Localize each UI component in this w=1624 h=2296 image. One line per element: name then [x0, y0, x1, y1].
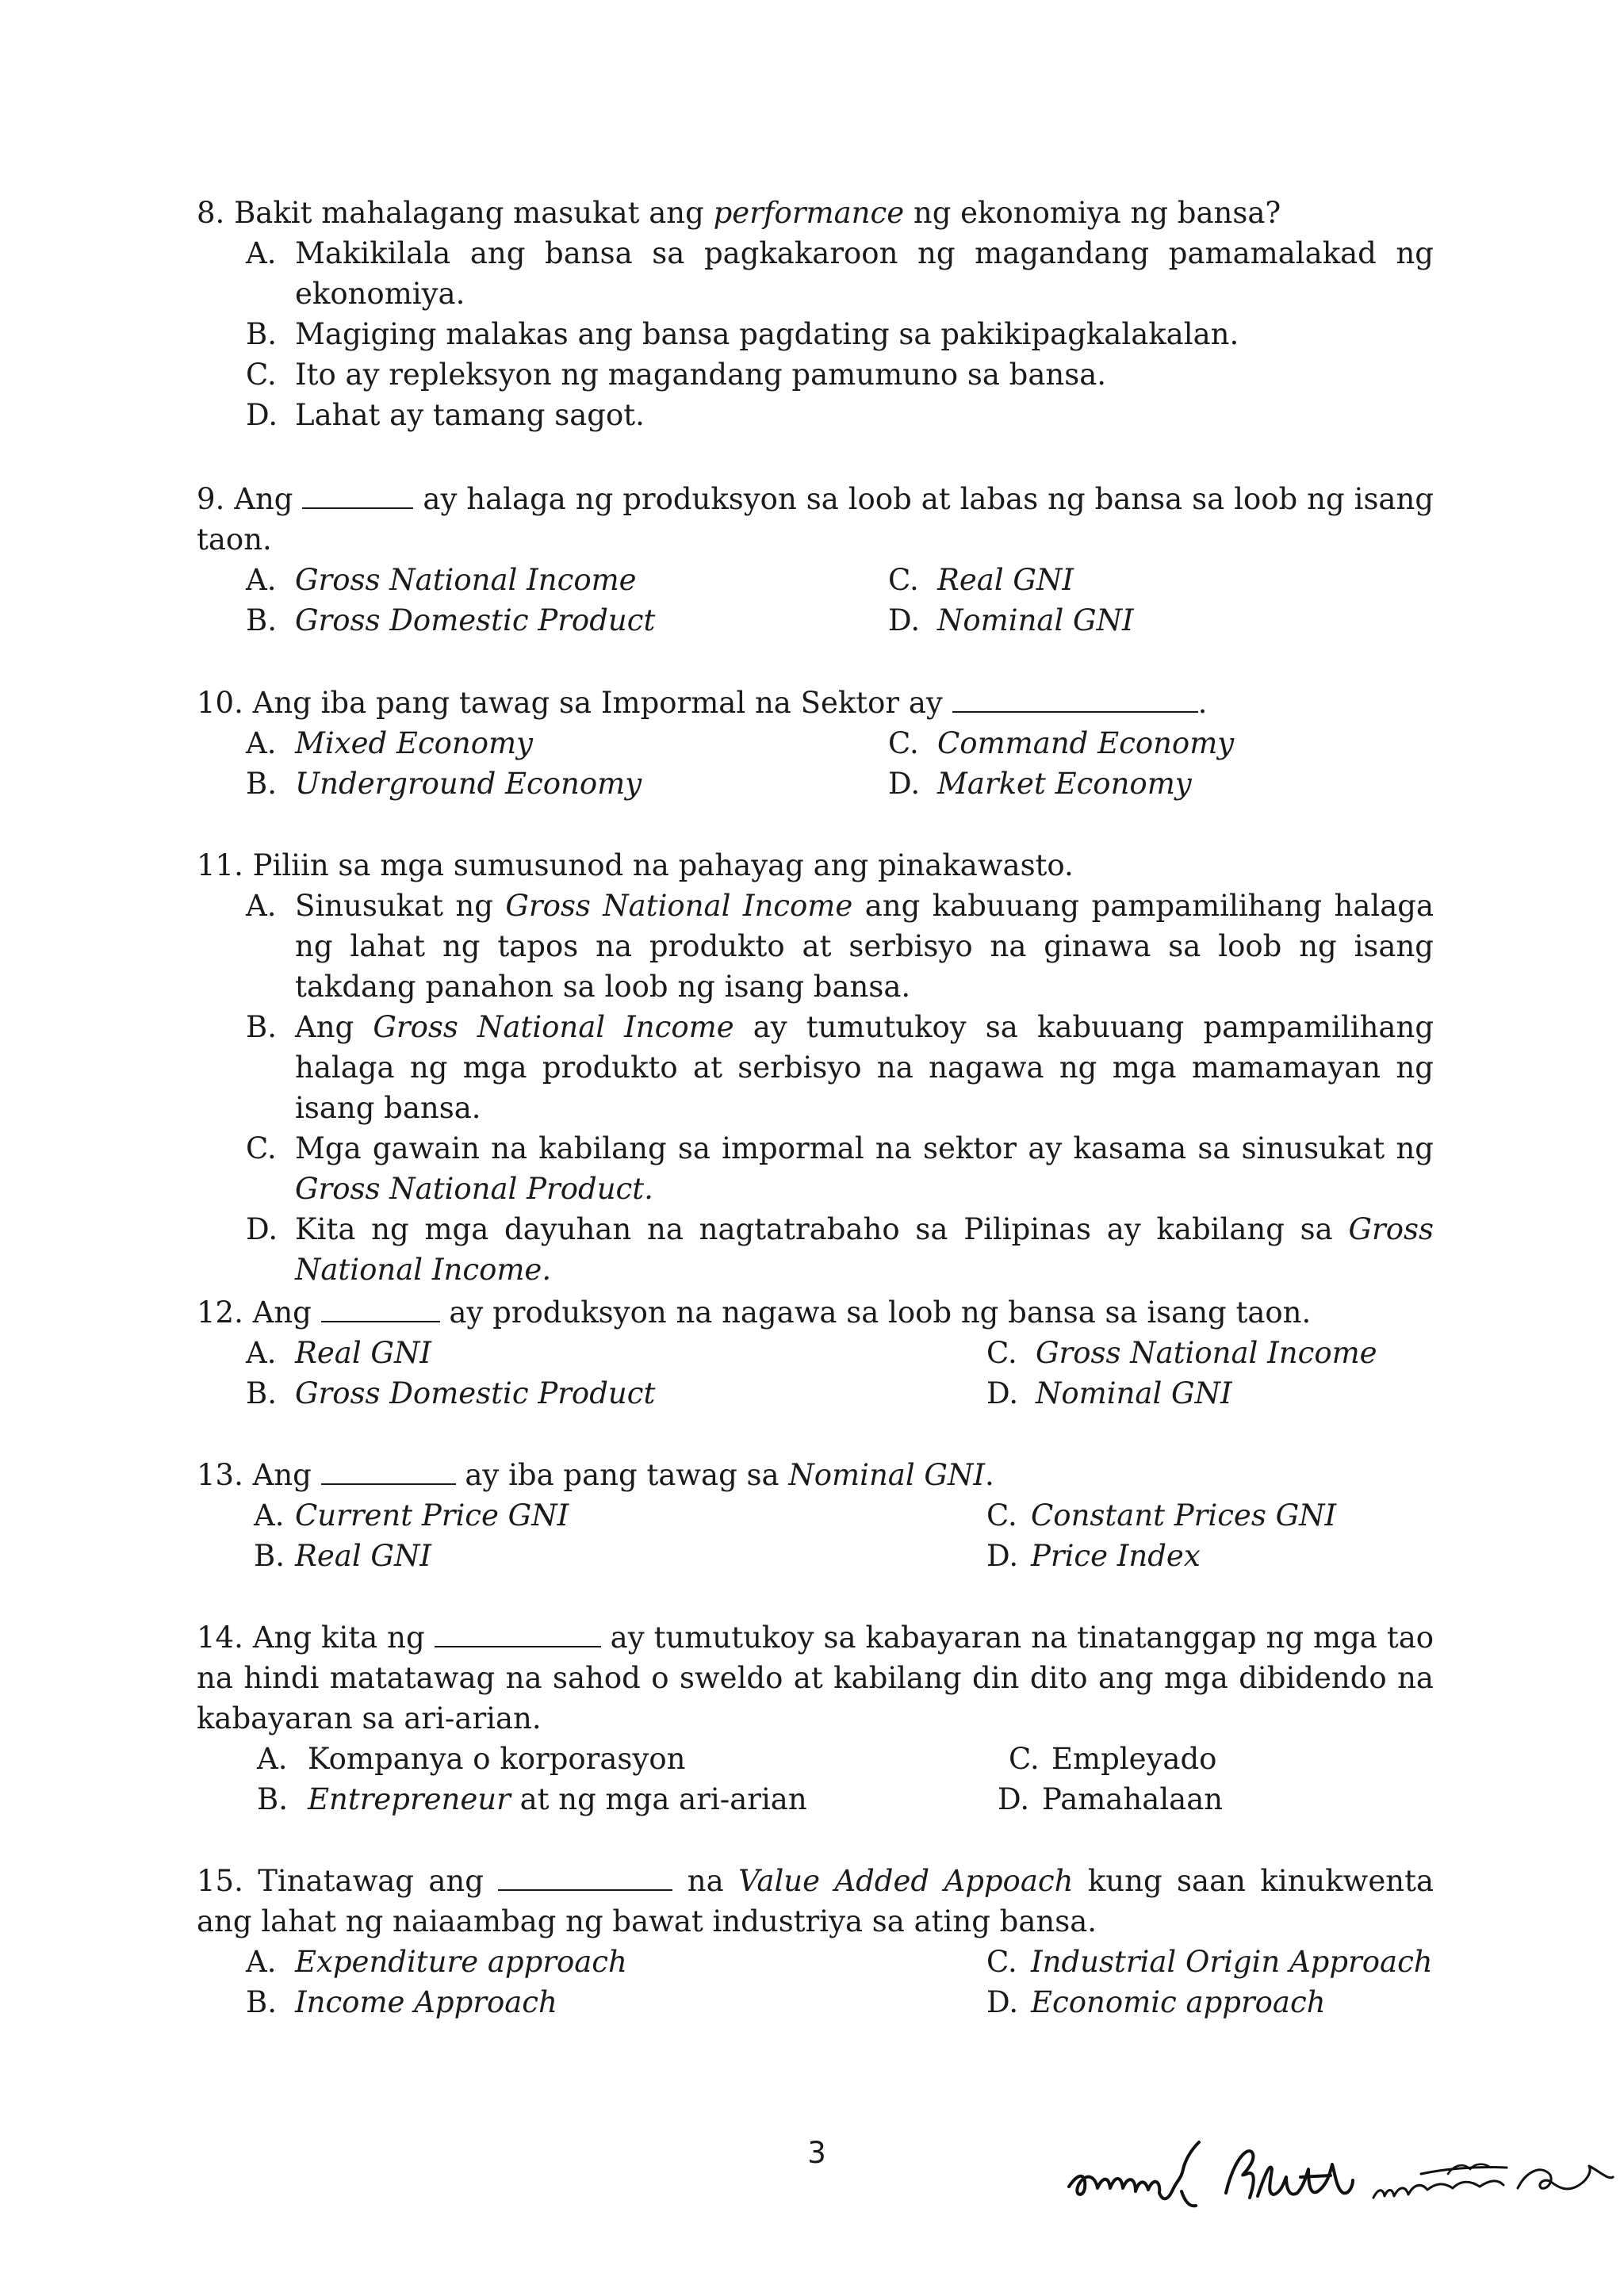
question-13-option-d: D. Price Index	[986, 1539, 1201, 1573]
question-14-option-a: A. Kompanya o korporasyon	[257, 1742, 686, 1776]
question-10-stem: 10. Ang iba pang tawag sa Impormal na Sektor ay .	[197, 683, 1434, 723]
question-14-option-d: D. Pamahalaan	[998, 1782, 1224, 1816]
question-11-option-d: D. Kita ng mga dayuhan na nagtatrabaho sa Pilipinas ay kabilang sa Gross National Income.	[246, 1212, 1434, 1287]
handwritten-signatures	[1063, 2125, 1618, 2220]
question-15	[197, 1861, 1434, 2022]
question-10-options-row-1	[197, 723, 1434, 763]
question-15-options-row-1	[197, 1942, 1434, 1982]
question-10-options-row-2	[197, 763, 1434, 804]
question-13-options-row-2	[197, 1536, 1434, 1576]
answer-blank	[321, 1292, 440, 1322]
question-11	[197, 845, 1434, 1290]
question-8-option-d: D. Lahat ay tamang sagot.	[246, 398, 645, 432]
question-13-option-a: A. Current Price GNI	[254, 1498, 569, 1533]
question-14-option-b: B. Entrepreneur at ng mga ari-arian	[257, 1782, 807, 1816]
answer-blank	[952, 683, 1198, 713]
question-13-stem: 13. Ang ay iba pang tawag sa Nominal GNI.	[197, 1455, 1434, 1495]
question-8-option-b: B. Magiging malakas ang bansa pagdating sa pakikipagkalakalan.	[246, 317, 1239, 351]
question-10-option-c: C. Command Economy	[888, 726, 1235, 760]
question-15-stem: 15. Tinatawag ang na Value Added Appoach kung saan kinukwenta ang lahat ng naiaambag ng bawat industriya sa ating bansa.	[197, 1861, 1434, 1942]
question-9	[197, 479, 1434, 641]
question-15-option-d: D. Economic approach	[986, 1985, 1326, 2019]
question-8	[197, 193, 1434, 435]
question-12-option-b: B. Gross Domestic Product	[246, 1376, 656, 1410]
answer-blank	[302, 479, 413, 509]
question-9-options-row-2	[197, 600, 1434, 641]
question-13-options-row-1	[197, 1495, 1434, 1536]
question-14-options-row-1	[197, 1739, 1434, 1779]
page-number: 3	[807, 2136, 826, 2170]
question-9-option-a: A. Gross National Income	[246, 563, 637, 597]
question-12-option-c: C. Gross National Income	[986, 1336, 1377, 1370]
question-10	[197, 683, 1434, 804]
question-12	[197, 1292, 1434, 1414]
answer-blank	[498, 1861, 672, 1891]
question-9-option-d: D. Nominal GNI	[888, 603, 1134, 637]
question-9-options-row-1	[197, 560, 1434, 600]
question-11-option-c: C. Mga gawain na kabilang sa impormal na sektor ay kasama sa sinusukat ng Gross National Product.	[246, 1131, 1434, 1206]
question-11-option-b: B. Ang Gross National Income ay tumutukoy sa kabuuang pampamilihang halaga ng mga produkto at serbisyo na nagawa ng mga mamamayan ng isang bansa.	[246, 1010, 1434, 1125]
answer-blank	[321, 1455, 456, 1485]
question-15-option-a: A. Expenditure approach	[246, 1945, 627, 1979]
question-15-option-b: B. Income Approach	[246, 1985, 557, 2019]
question-14-options-row-2	[197, 1779, 1434, 1820]
question-12-stem: 12. Ang ay produksyon na nagawa sa loob ng bansa sa isang taon.	[197, 1292, 1434, 1333]
question-12-options-row-2	[197, 1373, 1434, 1414]
question-12-options-row-1	[197, 1333, 1434, 1373]
question-13	[197, 1455, 1434, 1576]
question-13-option-b: B. Real GNI	[254, 1539, 431, 1573]
question-10-option-b: B. Underground Economy	[246, 767, 642, 801]
question-15-option-c: C. Industrial Origin Approach	[986, 1945, 1433, 1979]
question-10-option-a: A. Mixed Economy	[246, 726, 534, 760]
question-10-option-d: D. Market Economy	[888, 767, 1192, 801]
question-14-option-c: C. Empleyado	[1009, 1742, 1217, 1776]
question-11-stem: 11. Piliin sa mga sumusunod na pahayag ang pinakawasto.	[197, 848, 1074, 882]
question-12-option-a: A. Real GNI	[246, 1336, 431, 1370]
question-14	[197, 1617, 1434, 1820]
answer-blank	[435, 1617, 601, 1647]
question-12-option-d: D. Nominal GNI	[986, 1376, 1232, 1410]
question-9-stem: 9. Ang ay halaga ng produksyon sa loob at labas ng bansa sa loob ng isang taon.	[197, 479, 1434, 560]
question-13-option-c: C. Constant Prices GNI	[986, 1498, 1337, 1533]
question-8-option-a: A. Makikilala ang bansa sa pagkakaroon ng magandang pamamalakad ng ekonomiya.	[246, 236, 1434, 311]
question-11-option-a: A. Sinusukat ng Gross National Income ang kabuuang pampamilihang halaga ng lahat ng tapos na produkto at serbisyo na ginawa sa loob ng isang takdang panahon sa loob ng isang bansa.	[246, 889, 1434, 1004]
question-8-option-c: C. Ito ay repleksyon ng magandang pamumuno sa bansa.	[246, 358, 1107, 392]
question-8-stem: 8. Bakit mahalagang masukat ang performance ng ekonomiya ng bansa?	[197, 196, 1281, 230]
question-9-option-b: B. Gross Domestic Product	[246, 603, 656, 637]
question-9-option-c: C. Real GNI	[888, 563, 1074, 597]
question-15-options-row-2	[197, 1982, 1434, 2022]
question-14-stem: 14. Ang kita ng ay tumutukoy sa kabayaran na tinatanggap ng mga tao na hindi matatawag na sahod o sweldo at kabilang din dito ang mga dibidendo na kabayaran sa ari-arian.	[197, 1617, 1434, 1739]
